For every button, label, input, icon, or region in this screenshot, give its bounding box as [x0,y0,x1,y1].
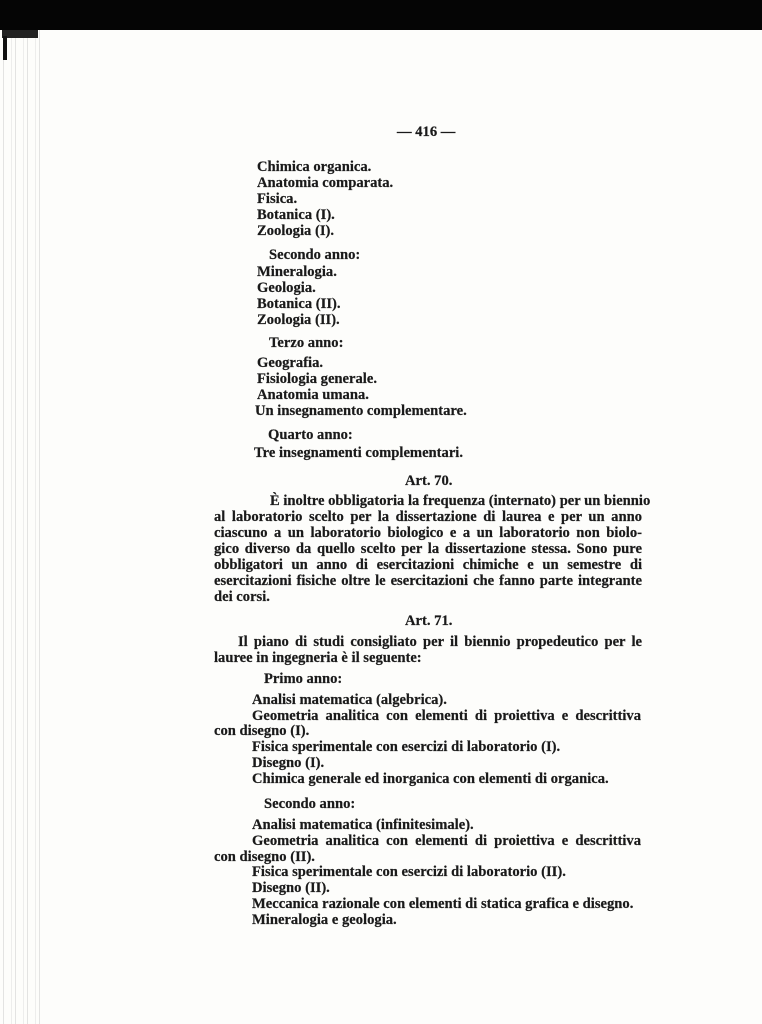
list-item: con disegno (I). [214,723,310,739]
paragraph-line: obbligatori un anno di esercitazioni chimiche e un semestre di [214,557,642,573]
list-item: Disegno (I). [252,755,325,771]
list-item: Fisica sperimentale con esercizi di laboratorio (II). [252,864,566,880]
list-item: Tre insegnamenti complementari. [254,445,464,461]
year-heading: Quarto anno: [268,427,353,443]
scan-binding-edge [0,30,42,1024]
list-item: Analisi matematica (infinitesimale). [252,817,474,833]
scan-corner-mark [2,30,38,38]
list-item: Geometria analitica con elementi di proiettiva e descrittiva [252,708,641,724]
article-heading: Art. 70. [405,473,453,489]
year-heading: Secondo anno: [264,796,356,812]
list-item: Analisi matematica (algebrica). [252,692,447,708]
year-heading: Primo anno: [264,671,343,687]
list-item: Anatomia umana. [257,387,369,403]
paragraph-line: lauree in ingegneria è il seguente: [214,650,422,666]
article-heading: Art. 71. [405,613,453,629]
list-item: Mineralogia. [257,264,337,280]
list-item: Mineralogia e geologia. [252,912,397,928]
list-item: Fisica. [257,191,298,207]
list-item: Chimica organica. [257,159,372,175]
paragraph-line: Il piano di studi consigliato per il biennio propedeutico per le [238,634,642,650]
year-heading: Secondo anno: [269,247,361,263]
scan-corner-mark [3,36,7,60]
paragraph-line: al laboratorio scelto per la dissertazione di laurea e per un anno [214,509,642,525]
page-number: — 416 — [397,124,456,140]
list-item: Anatomia comparata. [257,175,394,191]
year-heading: Terzo anno: [269,335,344,351]
list-item: Botanica (II). [257,296,341,312]
list-item: Geologia. [257,280,316,296]
paragraph-line: dei corsi. [214,589,270,605]
list-item: Disegno (II). [252,880,330,896]
list-item: Botanica (I). [257,207,335,223]
scan-top-border [0,0,762,30]
list-item: Meccanica razionale con elementi di statica grafica e disegno. [252,896,634,912]
list-item: Fisica sperimentale con esercizi di laboratorio (I). [252,739,561,755]
list-item: con disegno (II). [214,849,315,865]
list-item: Fisiologia generale. [257,371,377,387]
paragraph-line: esercitazioni fisiche oltre le esercitazioni che fanno parte integrante [214,573,642,589]
list-item: Geometria analitica con elementi di proiettiva e descrittiva [252,833,641,849]
paragraph-line: ciascuno a un laboratorio biologico e a un laboratorio non biolo- [214,525,642,541]
paragraph-line: È inoltre obbligatoria la frequenza (internato) per un biennio [270,493,651,509]
list-item: Chimica generale ed inorganica con elementi di organica. [252,771,609,787]
list-item: Geografia. [257,355,324,371]
list-item: Zoologia (II). [257,312,340,328]
list-item: Zoologia (I). [257,223,335,239]
paragraph-line: gico diverso da quello scelto per la dissertazione stessa. Sono pure [214,541,642,557]
list-item: Un insegnamento complementare. [255,403,467,419]
